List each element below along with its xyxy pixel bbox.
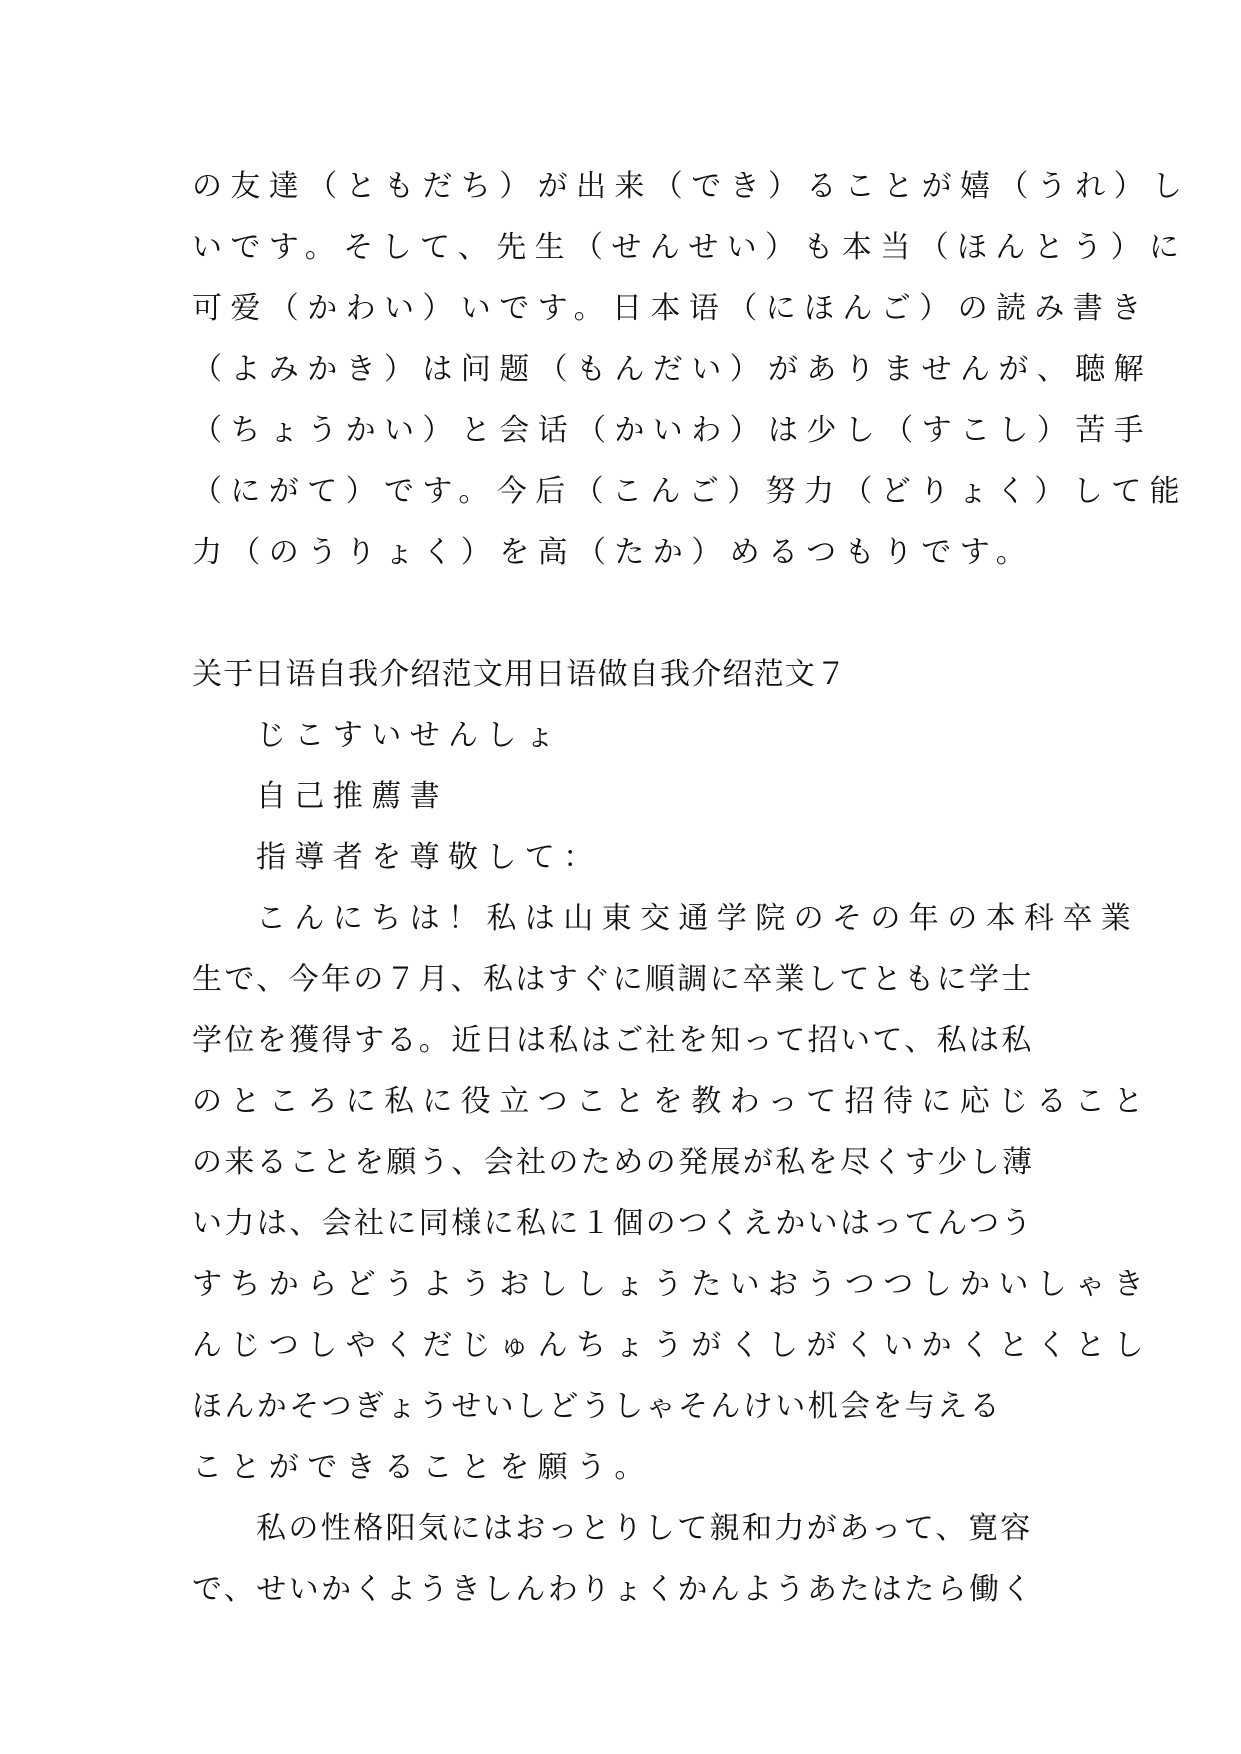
text-line: すちからどうようおししょうたいおうつつしかいしゃき xyxy=(192,1267,1152,1302)
paragraph-continued xyxy=(192,156,1191,583)
text-line: いです。そして、先生（せんせい）も本当（ほんとう）に xyxy=(192,230,1188,265)
paragraph-personality xyxy=(192,1498,1048,1620)
text-line: （よみかき）は问题（もんだい）がありませんが、聴解 xyxy=(192,352,1152,387)
text-line: ことができることを願う。 xyxy=(192,1450,653,1485)
text-line: 力（のうりょく）を高（たか）めるつもりです。 xyxy=(192,535,1035,570)
salutation: 指導者を尊敬して： xyxy=(256,840,602,875)
text-line: （ちょうかい）と会话（かいわ）は少し（すこし）苦手 xyxy=(192,413,1152,448)
text-line: の来ることを願う、会社のための発展が私を尽くす少し薄 xyxy=(192,1145,1035,1180)
text-line: んじつしやくだじゅんちょうがくしがくいかくとくとし xyxy=(192,1328,1152,1363)
letter-heading xyxy=(192,705,1048,888)
text-line: 生で、今年の７月、私はすぐに順調に卒業してともに学士 xyxy=(192,962,1034,997)
text-line: で、せいかくようきしんわりょくかんようあたはたら働く xyxy=(192,1572,1034,1607)
section-heading: 关于日语自我介绍范文用日语做自我介绍范文７ xyxy=(192,657,848,692)
letter-title: 自己推薦書 xyxy=(256,779,448,814)
text-line: ほんかそつぎょうせいしどうしゃそんけい机会を与える xyxy=(192,1389,1002,1424)
title-reading: じこすいせんしょ xyxy=(256,718,564,753)
text-line: 学位を獲得する。近日は私はご社を知って招いて、私は私 xyxy=(192,1023,1034,1058)
text-line: （にがて）です。今后（こんご）努力（どりょく）して能 xyxy=(192,474,1188,509)
text-line: 私の性格阳気にはおっとりして親和力があって、寛容 xyxy=(256,1511,1033,1546)
text-line: のところに私に役立つことを教わって招待に応じること xyxy=(192,1084,1152,1119)
text-line: 可爱（かわい）いです。日本语（にほんご）の読み書き xyxy=(192,291,1150,326)
paragraph-introduction xyxy=(192,888,1152,1498)
document-page xyxy=(192,156,1191,1620)
text-line: こんにちは！私は山東交通学院のその年の本科卒業 xyxy=(256,901,1140,936)
text-line: の友達（ともだち）が出来（でき）ることが嬉（うれ）し xyxy=(192,169,1191,204)
text-line: い力は、会社に同様に私に１個のつくえかいはってんつう xyxy=(192,1206,1034,1241)
